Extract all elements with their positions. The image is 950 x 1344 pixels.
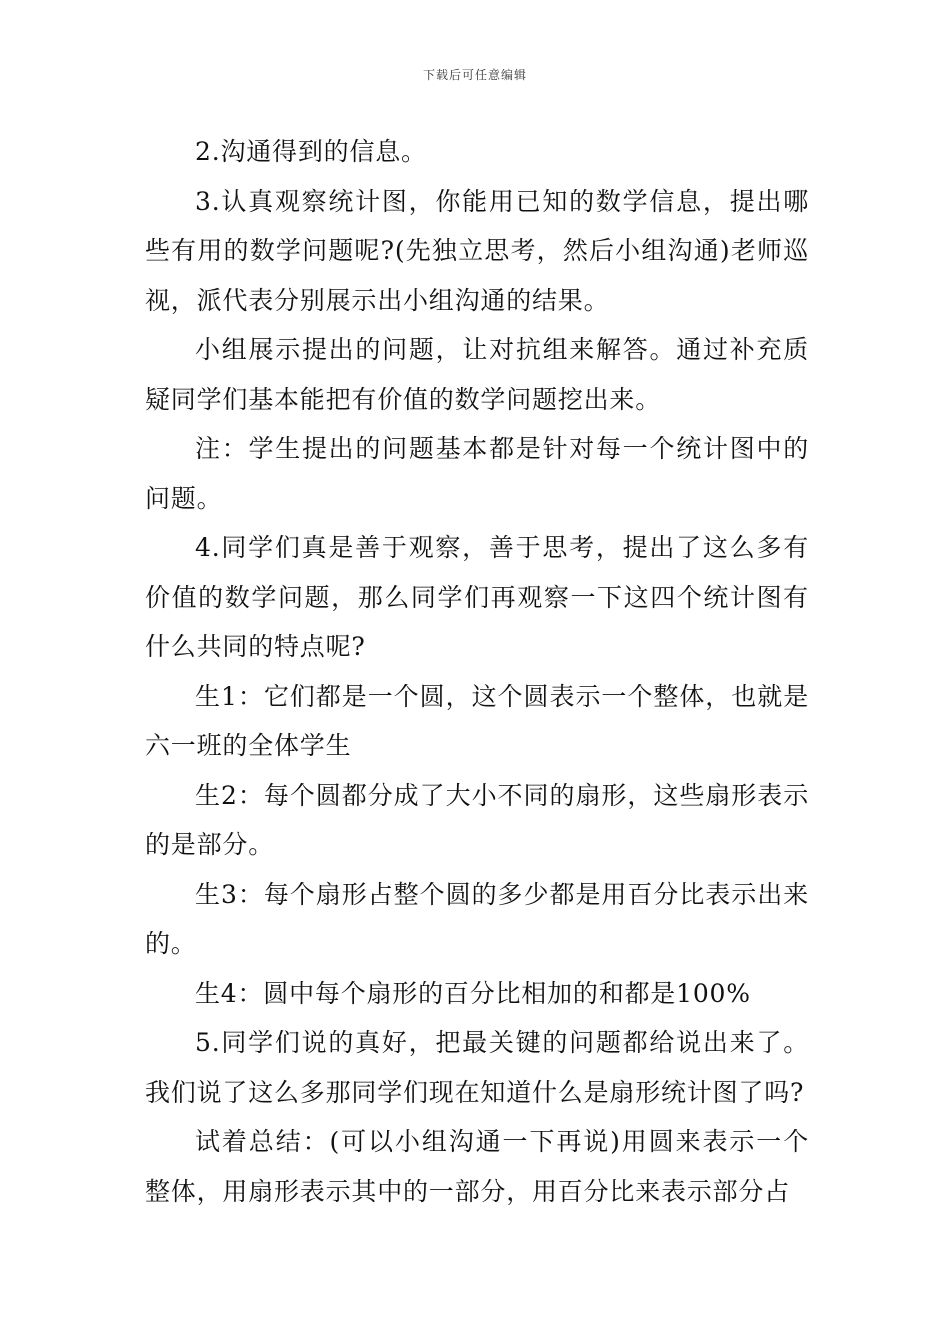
page-header: 下载后可任意编辑	[422, 68, 527, 82]
paragraph-4: 注：学生提出的问题基本都是针对每一个统计图中的问题。	[145, 434, 809, 513]
paragraph-6: 生1：它们都是一个圆，这个圆表示一个整体，也就是六一班的全体学生	[145, 681, 809, 760]
paragraph-8: 生3：每个扇形占整个圆的多少都是用百分比表示出来的。	[145, 879, 809, 958]
paragraph-1: 2.沟通得到的信息。	[195, 137, 427, 166]
paragraph-11: 试着总结：(可以小组沟通一下再说)用圆来表示一个整体，用扇形表示其中的一部分，用百分比来表示部分占	[145, 1127, 809, 1206]
paragraph-3: 小组展示提出的问题，让对抗组来解答。通过补充质疑同学们基本能把有价值的数学问题挖出来。	[145, 335, 809, 414]
paragraph-10: 5.同学们说的真好，把最关键的问题都给说出来了。我们说了这么多那同学们现在知道什么是扇形统计图了吗?	[145, 1028, 809, 1107]
paragraph-5: 4.同学们真是善于观察，善于思考，提出了这么多有价值的数学问题，那么同学们再观察一下这四个统计图有什么共同的特点呢?	[145, 533, 809, 661]
paragraph-2: 3.认真观察统计图，你能用已知的数学信息，提出哪些有用的数学问题呢?(先独立思考，然后小组沟通)老师巡视，派代表分别展示出小组沟通的结果。	[145, 186, 809, 315]
paragraph-9: 生4：圆中每个扇形的百分比相加的和都是100%	[195, 978, 751, 1008]
document-body	[145, 127, 809, 1216]
paragraph-7: 生2：每个圆都分成了大小不同的扇形，这些扇形表示的是部分。	[145, 780, 809, 859]
